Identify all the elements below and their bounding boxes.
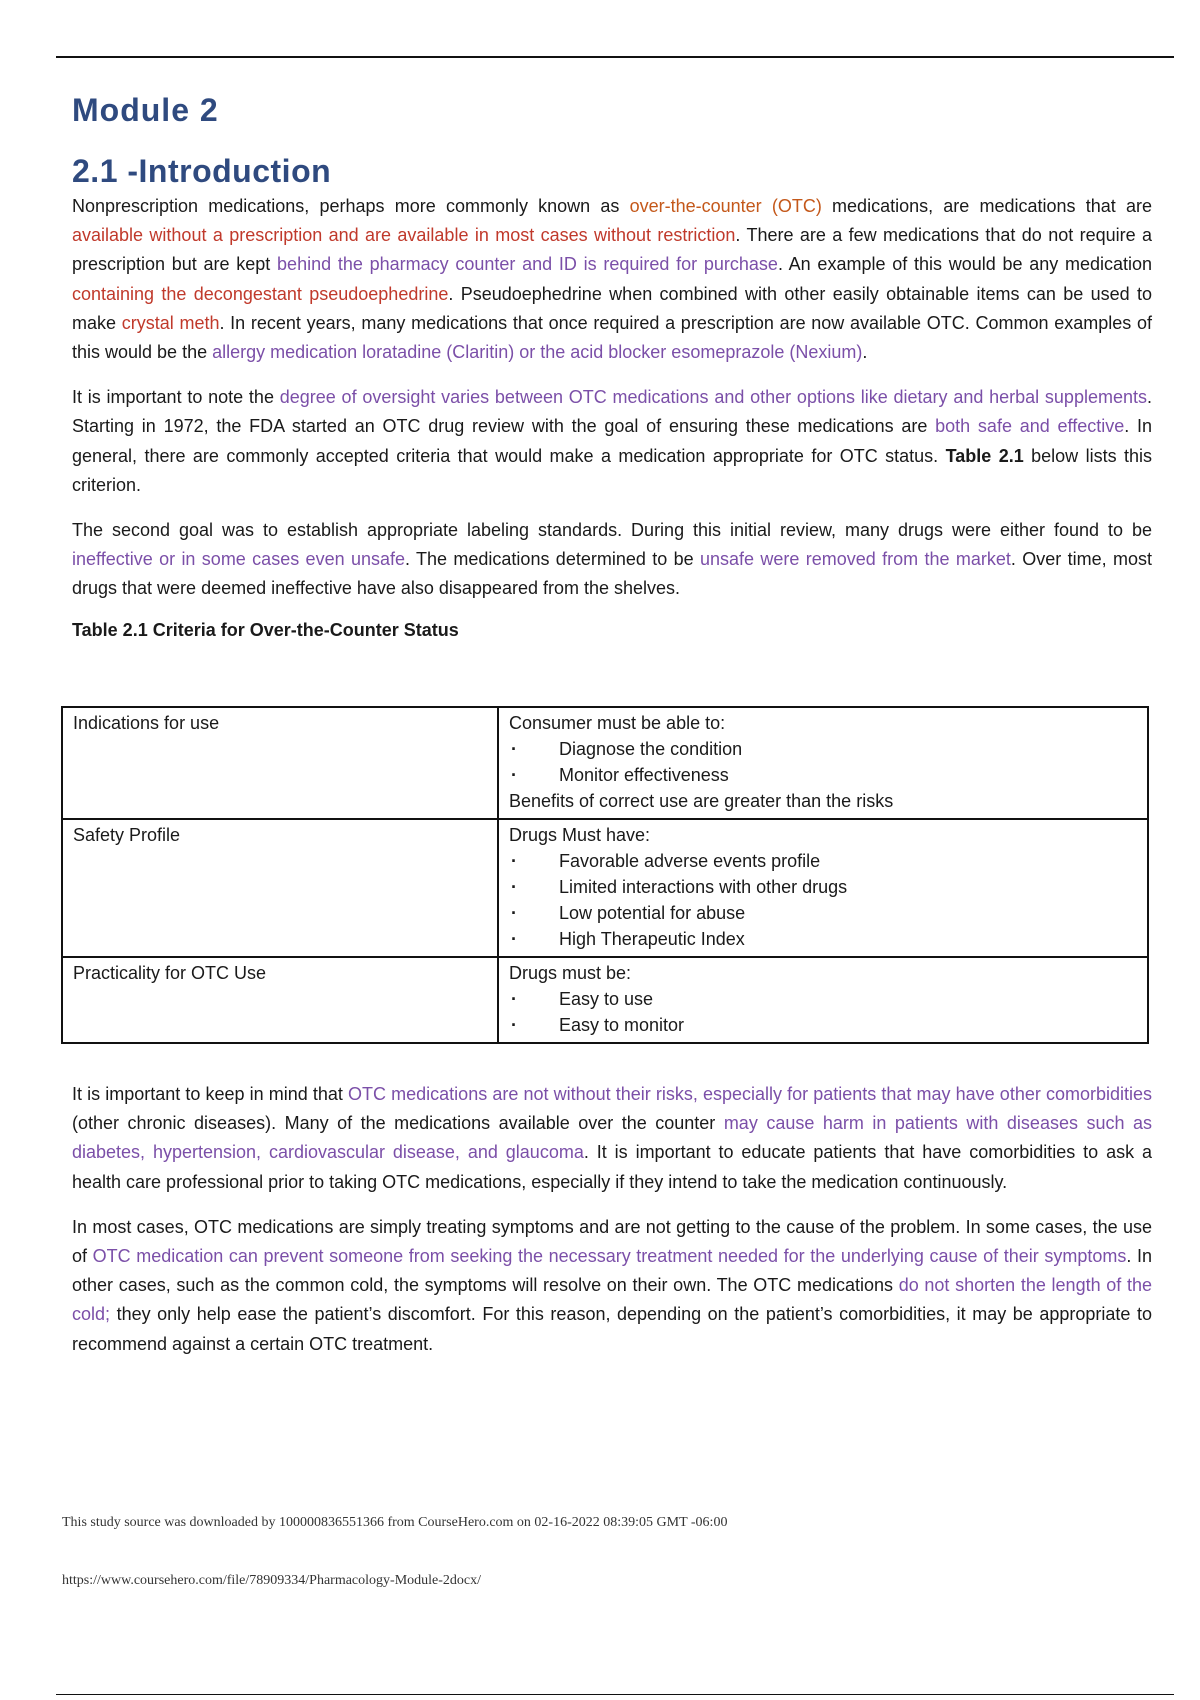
highlight-oversight: degree of oversight varies between OTC medications and other options like dietary and herbal supplements xyxy=(279,387,1147,408)
text-run: . Pseudoephedrine when combined with other easily obtainable items can be used to make xyxy=(72,283,1152,333)
highlight-pseudoephedrine: containing the decongestant pseudoephedrine xyxy=(72,283,449,304)
highlight-risks: OTC medications are not without their risks, especially for patients that may have other comorbidities xyxy=(348,1084,1152,1104)
paragraph-risks xyxy=(72,1080,1152,1197)
highlight-behind-counter: behind the pharmacy counter and ID is required for purchase xyxy=(277,254,778,275)
highlight-safe-effective: both safe and effective xyxy=(935,416,1125,437)
text-run: medications, are medications that are xyxy=(821,196,1152,216)
text-run: . An example of this would be any medication xyxy=(777,254,1153,275)
source-notice: This study source was downloaded by 100000836551366 from CourseHero.com on 02-16-2022 08:39:05 GMT -06:00 xyxy=(62,1515,728,1530)
table-row xyxy=(62,957,1148,1043)
document-body xyxy=(72,88,1152,644)
top-rule xyxy=(56,56,1174,58)
detail-heading: Consumer must be able to: xyxy=(509,713,726,733)
highlight-harm: may cause harm in patients with diseases such as diabetes, hypertension, cardiovascular disease, and glaucoma xyxy=(72,1113,1152,1163)
text-run: . In other cases, such as the common cold, the symptoms will resolve on their own. The OTC medications xyxy=(72,1246,1153,1296)
source-url[interactable]: https://www.coursehero.com/file/78909334/Pharmacology-Module-2docx/ xyxy=(62,1573,482,1588)
bullet-item: · Monitor effectiveness xyxy=(509,762,1137,788)
paragraph-labeling xyxy=(72,516,1152,604)
text-run: . Over time, most drugs that were deemed ineffective have also disappeared from the shelves. xyxy=(72,549,1152,599)
text-run: . The medications determined to be xyxy=(405,549,700,570)
highlight-otc: over-the-counter (OTC) xyxy=(629,196,822,216)
section-title: 2.1 -Introduction xyxy=(72,153,332,189)
text-run: . xyxy=(862,342,868,363)
text-run: . There are a few medications that do not require a prescription but are kept xyxy=(72,225,1152,275)
text-run: It is important to note the xyxy=(72,387,280,408)
text-run: Nonprescription medications, perhaps more commonly known as xyxy=(72,196,630,216)
text-run: . In general, there are commonly accepted criteria that would make a medication appropriate for OTC status. xyxy=(72,416,1153,466)
table-row xyxy=(62,707,1148,819)
table-reference: Table 2.1 xyxy=(945,445,1024,466)
row-label: Safety Profile xyxy=(62,819,498,957)
bullet-item: · Low potential for abuse xyxy=(509,900,1137,926)
highlight-ineffective: ineffective or in some cases even unsafe xyxy=(72,549,405,570)
table-row xyxy=(62,819,1148,957)
bullet-item: · Favorable adverse events profile xyxy=(509,848,1137,874)
highlight-crystal-meth: crystal meth xyxy=(121,312,220,333)
bottom-rule xyxy=(56,1694,1174,1695)
text-run: . It is important to educate patients that have comorbidities to ask a health care professional prior to taking OTC medications, especially if they intend to take the medication continuously. xyxy=(72,1142,1152,1192)
text-run: they only help ease the patient’s discomfort. For this reason, depending on the patient’s comorbidities, it may be appropriate to recommend against a certain OTC treatment. xyxy=(72,1304,1152,1354)
highlight-removed: unsafe were removed from the market xyxy=(699,549,1011,570)
detail-heading: Drugs must be: xyxy=(509,963,632,983)
highlight-prevent-treatment: OTC medication can prevent someone from seeking the necessary treatment needed for the underlying cause of their symptoms xyxy=(92,1246,1127,1267)
bullet-item: · Diagnose the condition xyxy=(509,736,1137,762)
table-caption: Table 2.1 Criteria for Over-the-Counter Status xyxy=(72,619,459,640)
detail-heading: Drugs Must have: xyxy=(509,825,651,845)
highlight-examples: allergy medication loratadine (Claritin) or the acid blocker esomeprazole (Nexium) xyxy=(212,342,863,363)
row-label: Practicality for OTC Use xyxy=(62,957,498,1043)
text-run: below lists this criterion. xyxy=(72,445,1153,495)
row-detail xyxy=(498,819,1148,957)
highlight-cold: do not shorten the length of the cold; xyxy=(72,1275,1152,1325)
text-run: It is important to keep in mind that xyxy=(72,1084,349,1104)
bullet-item: · High Therapeutic Index xyxy=(509,926,1137,952)
text-run: The second goal was to establish appropriate labeling standards. During this initial review, many drugs were either found to be xyxy=(72,520,1152,541)
detail-footer: Benefits of correct use are greater than the risks xyxy=(509,791,894,811)
paragraph-oversight xyxy=(72,383,1152,500)
row-detail xyxy=(498,707,1148,819)
paragraph-symptoms xyxy=(72,1213,1152,1359)
criteria-table xyxy=(61,706,1149,1044)
text-run: . Starting in 1972, the FDA started an OTC drug review with the goal of ensuring these medications are xyxy=(72,387,1152,437)
bullet-item: · Easy to monitor xyxy=(509,1012,1137,1038)
module-title: Module 2 xyxy=(72,92,219,128)
text-run: (other chronic diseases). Many of the medications available over the counter xyxy=(72,1113,724,1134)
highlight-no-prescription: available without a prescription and are available in most cases without restriction xyxy=(72,225,736,246)
bullet-item: · Easy to use xyxy=(509,986,1137,1012)
paragraph-intro xyxy=(72,192,1152,367)
row-label: Indications for use xyxy=(62,707,498,819)
text-run: In most cases, OTC medications are simply treating symptoms and are not getting to the cause of the problem. In some cases, the use of xyxy=(72,1216,1152,1267)
text-run: . In recent years, many medications that once required a prescription are now available OTC. Common examples of this would be the xyxy=(72,312,1152,363)
row-detail xyxy=(498,957,1148,1043)
document-body-continued xyxy=(72,1080,1152,1359)
bullet-item: · Limited interactions with other drugs xyxy=(509,874,1137,900)
